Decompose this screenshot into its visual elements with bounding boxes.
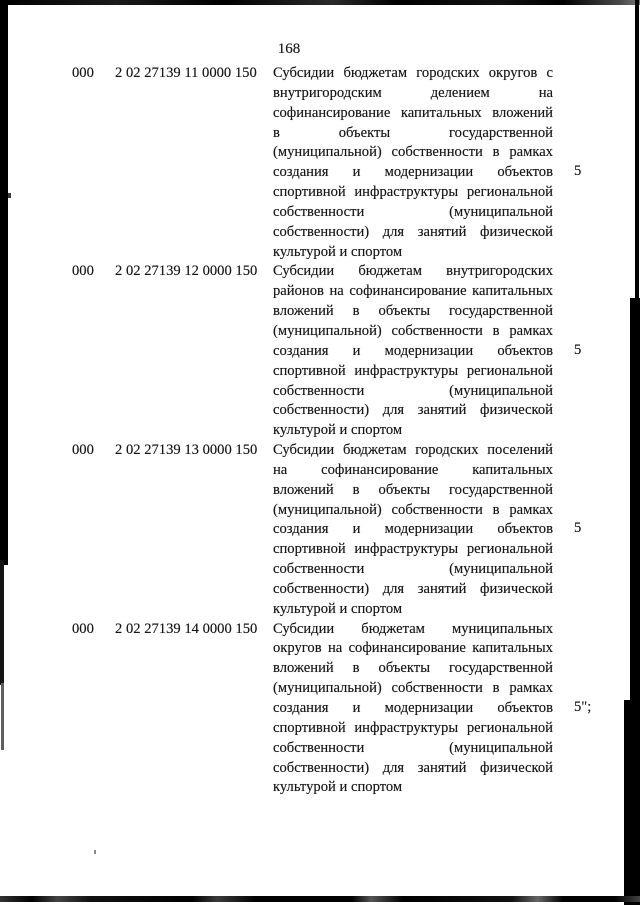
- word: рамках: [509, 322, 553, 339]
- word: инфраструктуры: [354, 184, 459, 201]
- text-line: [273, 362, 553, 382]
- word: бюджетам: [343, 65, 408, 81]
- word: на: [538, 84, 553, 101]
- text-line: [273, 560, 553, 580]
- word: спортивной: [273, 541, 346, 558]
- word: региональной: [466, 719, 553, 736]
- text-line: [273, 341, 582, 362]
- footnote-marker: 5: [574, 520, 582, 537]
- word: объектов: [497, 700, 553, 716]
- word: и: [339, 243, 348, 260]
- admin-code: 000: [72, 620, 94, 637]
- word: государственной: [448, 660, 553, 677]
- word: и: [352, 164, 361, 181]
- text-line: [273, 401, 553, 421]
- word: культурой: [273, 600, 336, 617]
- budget-entries: [72, 64, 602, 798]
- word: собственности: [273, 382, 365, 399]
- word: физической: [480, 402, 553, 419]
- word: софинансирование: [321, 461, 439, 478]
- word: софинансирование: [349, 283, 467, 300]
- entry-text: [273, 620, 592, 799]
- text-line: [273, 699, 592, 719]
- word: региональной: [466, 541, 553, 558]
- admin-code: 000: [72, 442, 94, 459]
- scan-edge-right: [624, 700, 640, 905]
- footnote-marker: 5";: [574, 699, 592, 715]
- scan-edge-right: [630, 298, 640, 702]
- text-line: [273, 104, 553, 124]
- word: на: [273, 461, 288, 478]
- word: объектов: [497, 521, 553, 538]
- word: физической: [480, 223, 553, 240]
- word: объектов: [497, 342, 553, 359]
- word: создания: [273, 521, 329, 538]
- entry-text: [273, 441, 582, 620]
- word: Субсидии: [273, 620, 335, 637]
- scan-edge-left-tail: [0, 560, 4, 685]
- footnote-marker: 5: [574, 163, 582, 180]
- word: рамках: [509, 501, 553, 518]
- word: (муниципальной): [273, 680, 382, 697]
- text-line: [273, 580, 553, 600]
- scan-edge-left-tail: [1, 683, 4, 750]
- word: в: [273, 124, 280, 141]
- word: собственности: [391, 501, 483, 518]
- text-line: [273, 262, 553, 282]
- word: объектов: [497, 164, 553, 181]
- word: для: [382, 402, 405, 419]
- text-line: [273, 203, 553, 223]
- scan-edge-top: [0, 0, 640, 5]
- text-line: [273, 540, 553, 560]
- word: (муниципальной: [449, 561, 553, 578]
- footnote-marker: 5: [574, 341, 582, 358]
- word: в: [492, 501, 500, 518]
- scan-noise: [8, 193, 11, 198]
- word: региональной: [466, 184, 553, 201]
- word: собственности: [273, 561, 365, 578]
- word: бюджетам: [342, 442, 407, 459]
- word: в: [492, 322, 500, 339]
- text-line: [273, 719, 553, 739]
- word: для: [382, 759, 405, 776]
- text-line: [273, 223, 553, 243]
- word: физической: [480, 759, 553, 776]
- word: для: [382, 223, 405, 240]
- word: в: [352, 481, 360, 498]
- word: занятий: [417, 759, 467, 776]
- text-line: [273, 461, 553, 481]
- text-line: [273, 520, 582, 540]
- word: культурой: [273, 422, 336, 439]
- word: собственности): [273, 223, 370, 240]
- text-line: [273, 163, 582, 183]
- word: спортивной: [273, 719, 346, 736]
- budget-entry-row: [72, 620, 602, 799]
- word: софинансирование: [348, 640, 466, 657]
- word: округов: [488, 65, 538, 81]
- word: спортом: [351, 422, 403, 439]
- word: собственности): [273, 402, 370, 419]
- entry-text: [273, 262, 582, 441]
- word: (муниципальной): [273, 144, 382, 161]
- text-line: [273, 243, 553, 263]
- word: вложений: [273, 303, 334, 320]
- text-line: [273, 143, 553, 163]
- text-line: [273, 84, 553, 104]
- word: региональной: [466, 362, 553, 379]
- admin-code: 000: [72, 65, 94, 81]
- word: и: [352, 342, 361, 359]
- word: собственности: [273, 739, 365, 756]
- word: физической: [480, 580, 553, 597]
- text-line: [273, 639, 553, 659]
- word: капитальных: [400, 104, 482, 121]
- word: спортом: [351, 600, 403, 617]
- word: городских: [415, 442, 479, 459]
- word: собственности: [391, 322, 483, 339]
- word: объекты: [378, 481, 430, 498]
- text-line: [273, 183, 553, 203]
- word: государственной: [448, 303, 553, 320]
- word: районов: [273, 283, 324, 300]
- text-line: [273, 64, 553, 84]
- word: муниципальных: [451, 620, 553, 637]
- text-line: [273, 778, 553, 798]
- word: государственной: [448, 124, 553, 141]
- text-line: [273, 382, 553, 402]
- word: городских: [416, 65, 480, 81]
- word: занятий: [417, 223, 467, 240]
- word: спортивной: [273, 184, 346, 201]
- word: бюджетам: [361, 620, 425, 637]
- word: объекты: [338, 124, 391, 141]
- word: делением: [430, 84, 490, 101]
- text-line: [273, 421, 553, 441]
- word: инфраструктуры: [354, 541, 459, 558]
- word: поселений: [487, 442, 553, 459]
- word: объекты: [378, 303, 430, 320]
- text-line: [273, 282, 553, 302]
- word: и: [352, 521, 361, 538]
- word: (муниципальной: [449, 382, 553, 399]
- classification-code: 2 02 27139 14 0000 150: [115, 620, 258, 637]
- word: округов: [273, 640, 322, 657]
- budget-entry-row: [72, 64, 602, 262]
- admin-code: 000: [72, 263, 94, 280]
- word: рамках: [509, 680, 553, 697]
- word: спортом: [351, 779, 403, 796]
- word: и: [339, 600, 348, 617]
- word: в: [352, 660, 360, 677]
- word: с: [546, 65, 553, 81]
- word: и: [339, 422, 348, 439]
- page-number: 168: [277, 41, 301, 57]
- word: внутригородским: [273, 84, 382, 101]
- word: и: [339, 779, 348, 796]
- text-line: [273, 481, 553, 501]
- text-line: [273, 501, 553, 521]
- word: для: [382, 580, 405, 597]
- word: (муниципальной: [449, 739, 553, 756]
- scan-edge-bottom: [0, 896, 640, 902]
- word: занятий: [417, 580, 467, 597]
- word: капитальных: [472, 640, 553, 657]
- word: собственности): [273, 759, 370, 776]
- word: вложений: [273, 660, 334, 677]
- word: занятий: [417, 402, 467, 419]
- budget-entry-row: [72, 262, 602, 441]
- word: в: [492, 144, 500, 161]
- text-line: [273, 739, 553, 759]
- budget-entry-row: [72, 441, 602, 620]
- word: модернизации: [384, 342, 474, 359]
- text-line: [273, 124, 553, 144]
- word: Субсидии: [273, 442, 335, 459]
- word: модернизации: [384, 700, 474, 716]
- word: культурой: [273, 243, 336, 260]
- word: спортивной: [273, 362, 346, 379]
- word: в: [352, 303, 360, 320]
- classification-code: 2 02 27139 12 0000 150: [115, 263, 258, 280]
- word: собственности: [391, 144, 483, 161]
- classification-code: 2 02 27139 13 0000 150: [115, 442, 258, 459]
- text-line: [273, 759, 553, 779]
- word: софинансирование: [273, 104, 391, 121]
- word: собственности: [273, 203, 365, 220]
- word: объекты: [378, 660, 430, 677]
- word: модернизации: [384, 521, 474, 538]
- word: на: [327, 640, 343, 657]
- text-line: [273, 620, 553, 640]
- text-line: [273, 600, 553, 620]
- word: инфраструктуры: [354, 719, 459, 736]
- word: и: [352, 700, 361, 716]
- word: собственности: [391, 680, 483, 697]
- word: Субсидии: [273, 263, 335, 280]
- word: капитальных: [472, 461, 553, 478]
- text-line: [273, 302, 553, 322]
- word: Субсидии: [273, 65, 335, 81]
- word: (муниципальной): [273, 322, 382, 339]
- word: (муниципальной): [273, 501, 382, 518]
- word: государственной: [448, 481, 553, 498]
- word: модернизации: [384, 164, 474, 181]
- text-line: [273, 679, 553, 699]
- word: капитальных: [472, 283, 553, 300]
- word: (муниципальной: [449, 203, 553, 220]
- text-line: [273, 322, 553, 342]
- word: внутригородских: [446, 263, 553, 280]
- scan-edge-left: [0, 0, 8, 565]
- word: на: [329, 283, 344, 300]
- word: в: [492, 680, 500, 697]
- word: спортом: [351, 243, 403, 260]
- word: рамках: [509, 144, 553, 161]
- classification-code: 2 02 27139 11 0000 150: [115, 65, 257, 81]
- scan-edge-right: [635, 0, 639, 300]
- word: культурой: [273, 779, 336, 796]
- text-line: [273, 441, 553, 461]
- word: создания: [273, 164, 329, 181]
- text-line: [273, 659, 553, 679]
- word: инфраструктуры: [354, 362, 459, 379]
- scan-noise: [94, 850, 96, 854]
- word: вложений: [492, 104, 553, 121]
- word: собственности): [273, 580, 370, 597]
- entry-text: [273, 64, 582, 262]
- word: создания: [273, 342, 329, 359]
- word: создания: [273, 700, 329, 716]
- word: вложений: [273, 481, 334, 498]
- word: бюджетам: [358, 263, 423, 280]
